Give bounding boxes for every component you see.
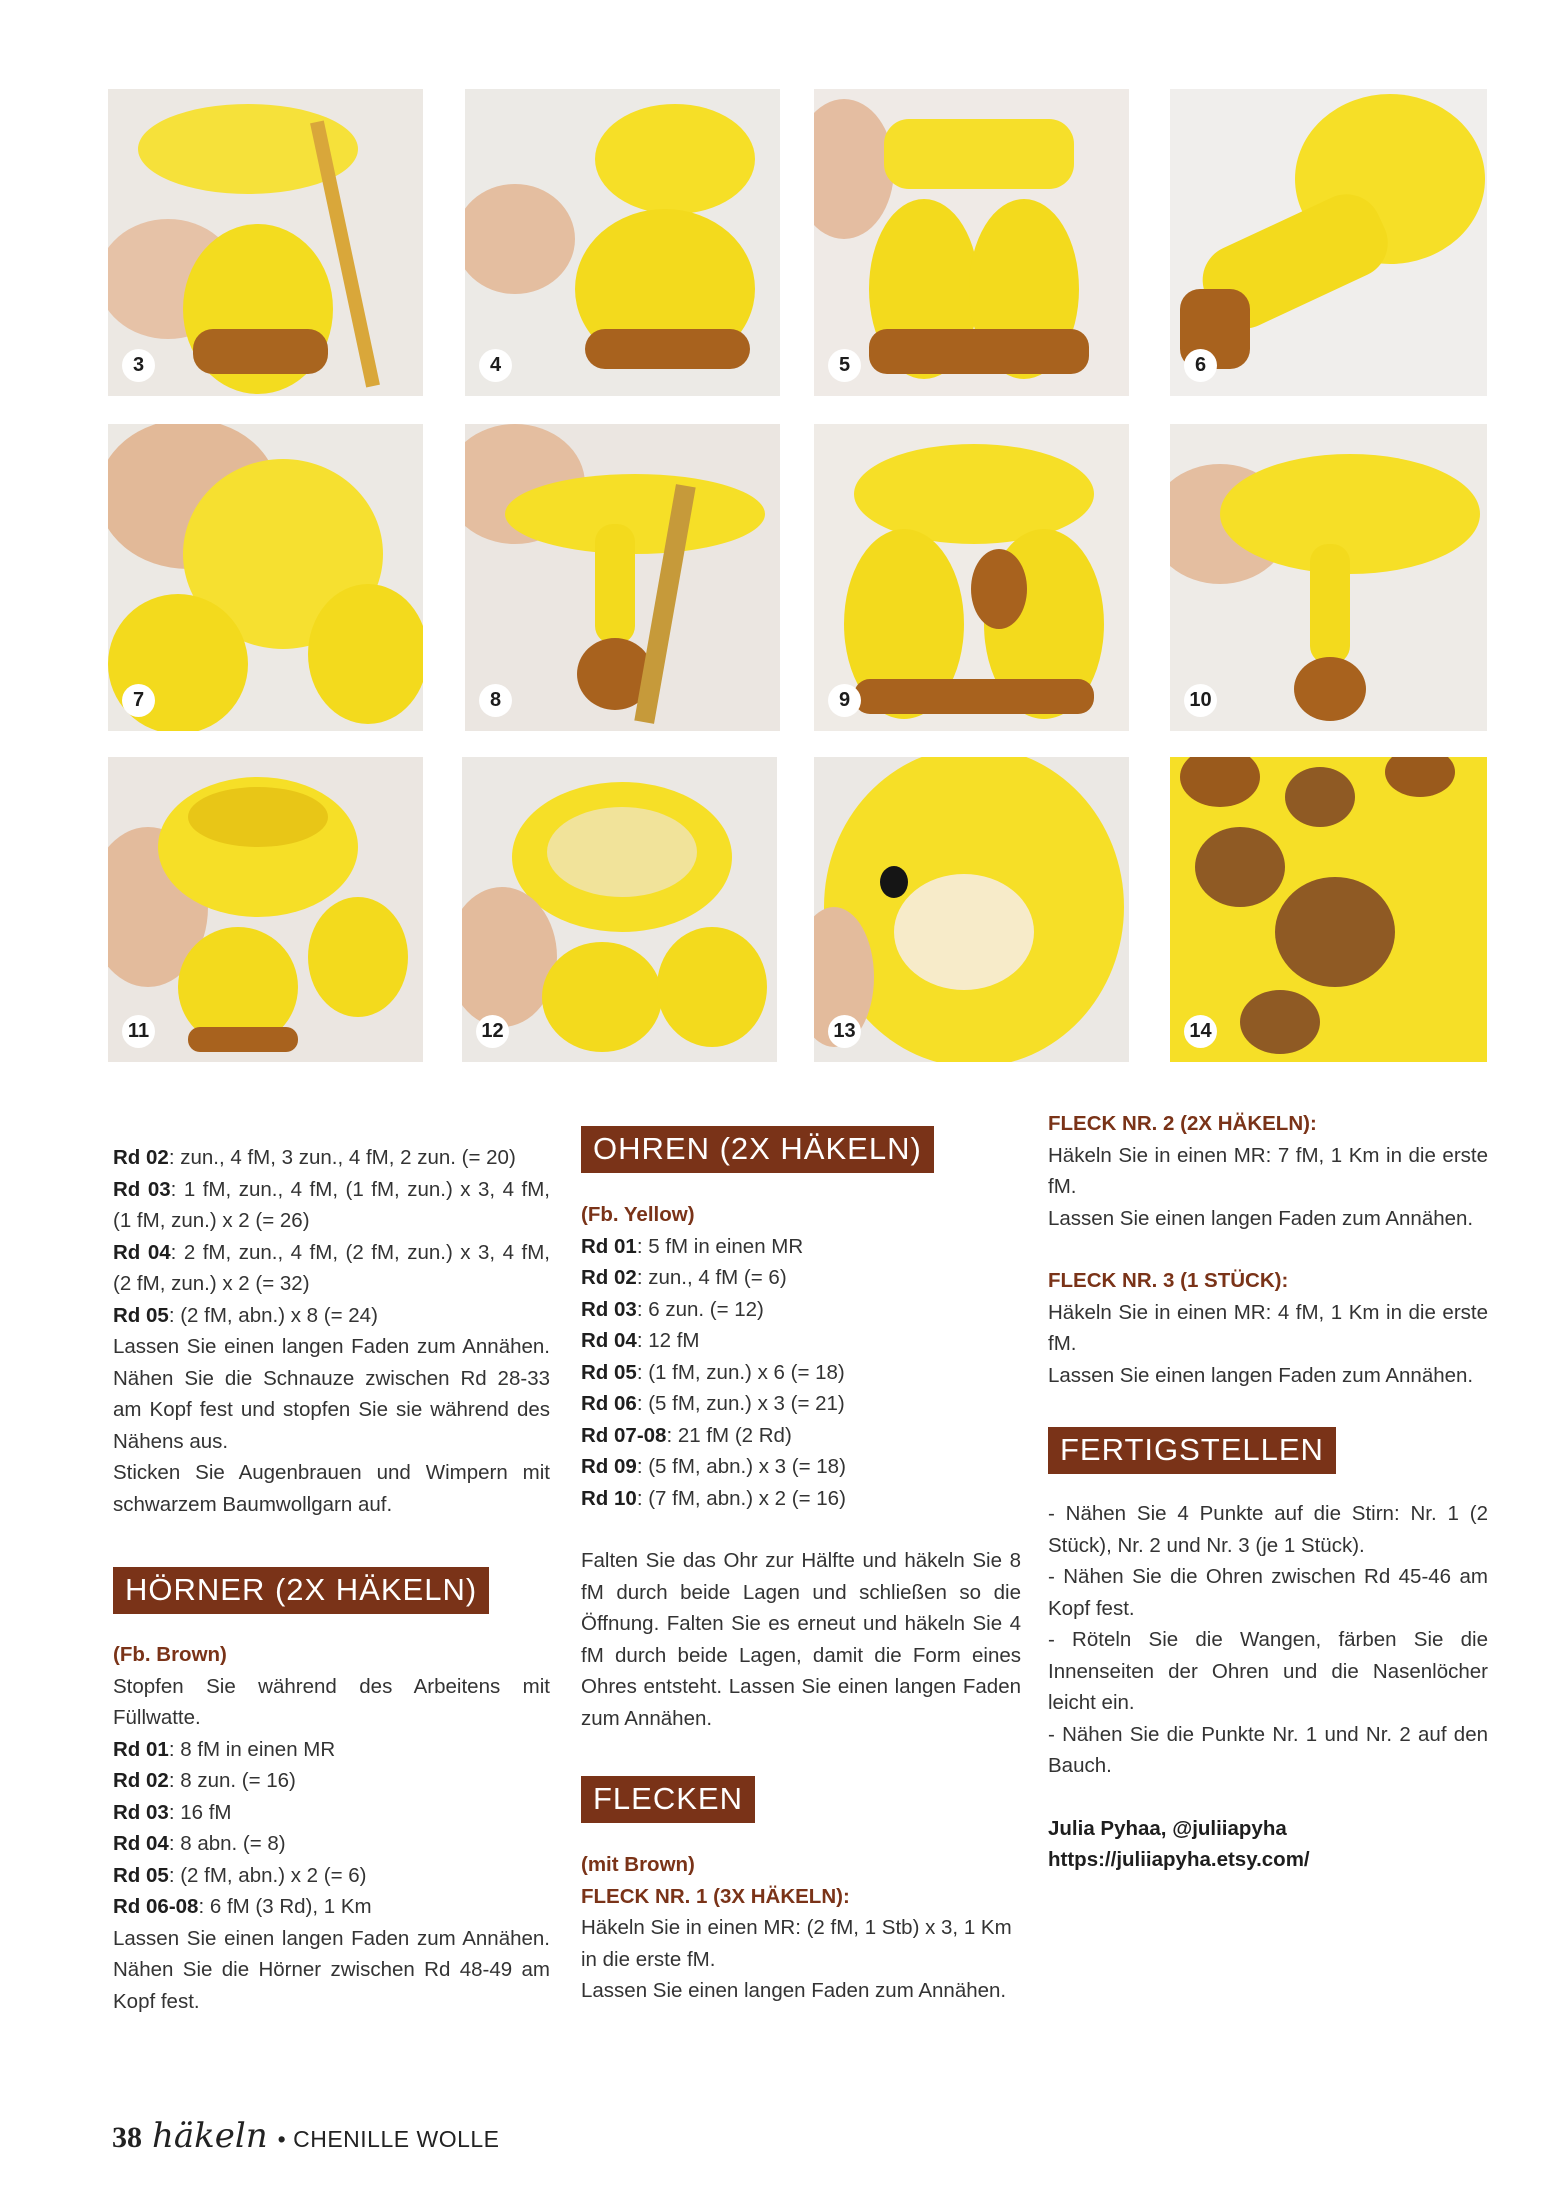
step-number-badge: 12	[476, 1015, 509, 1048]
instruction-row: Rd 04: 2 fM, zun., 4 fM, (2 fM, zun.) x 3, 4 fM, (2 fM, zun.) x 2 (= 32)	[113, 1240, 550, 1295]
photo-step-10	[1170, 424, 1487, 731]
photo-step-14	[1170, 757, 1487, 1062]
photo-step-13	[814, 757, 1129, 1062]
fleck-2-title: FLECK NR. 2 (2X HÄKELN):	[1048, 1112, 1317, 1135]
step-number-badge: 4	[479, 349, 512, 382]
instruction-row: Rd 02: zun., 4 fM (= 6)	[581, 1266, 787, 1289]
finishing-item: - Nähen Sie die Punkte Nr. 1 und Nr. 2 auf den Bauch.	[1048, 1722, 1488, 1777]
yarn-photo	[465, 424, 780, 731]
paragraph: Sticken Sie Augenbrauen und Wimpern mit schwarzem Baumwollgarn auf.	[113, 1461, 550, 1516]
yarn-photo	[108, 89, 423, 396]
paragraph: Falten Sie das Ohr zur Hälfte und häkeln Sie 8 fM durch beide Lagen und schließen so die Öffnung. Falten Sie es erneut und häkeln Sie 4 fM durch beide Lagen, damit die Form eines Ohres entsteht. Lassen Sie einen langen Faden zum Annähen.	[581, 1549, 1021, 1730]
step-number-badge: 10	[1184, 684, 1217, 717]
finishing-item: - Nähen Sie 4 Punkte auf die Stirn: Nr. 1 (2 Stück), Nr. 2 und Nr. 3 (je 1 Stück).	[1048, 1502, 1488, 1557]
yarn-photo	[814, 757, 1129, 1062]
photo-step-7	[108, 424, 423, 731]
fleck-3-title: FLECK NR. 3 (1 STÜCK):	[1048, 1269, 1289, 1292]
paragraph: Häkeln Sie in einen MR: 7 fM, 1 Km in die erste fM.	[1048, 1143, 1488, 1198]
paragraph: Lassen Sie einen langen Faden zum Annähen.	[1048, 1363, 1474, 1387]
instruction-row: Rd 05: (2 fM, abn.) x 8 (= 24)	[113, 1303, 378, 1327]
section-heading-flecken: FLECKEN	[581, 1776, 755, 1823]
photo-step-12	[462, 757, 777, 1062]
paragraph: Lassen Sie einen langen Faden zum Annähen. Nähen Sie die Hörner zwischen Rd 48-49 am Kopf fest.	[113, 1926, 550, 2013]
step-number-badge: 6	[1184, 349, 1217, 382]
section-heading-ohren: OHREN (2X HÄKELN)	[581, 1126, 934, 1173]
instruction-row: Rd 02: zun., 4 fM, 3 zun., 4 fM, 2 zun. (= 20)	[113, 1146, 516, 1169]
step-number-badge: 5	[828, 349, 861, 382]
magazine-section: • CHENILLE WOLLE	[277, 2126, 500, 2152]
photo-step-3	[108, 89, 423, 396]
yarn-photo	[108, 424, 423, 731]
paragraph: Häkeln Sie in einen MR: (2 fM, 1 Stb) x 3, 1 Km in die erste fM.	[581, 1916, 1012, 1971]
instruction-row: Rd 01: 8 fM in einen MR	[113, 1737, 336, 1761]
author-link[interactable]: https://juliiapyha.etsy.com/	[1048, 1848, 1310, 1871]
photo-step-5	[814, 89, 1129, 396]
step-number-badge: 13	[828, 1015, 861, 1048]
instruction-row: Rd 01: 5 fM in einen MR	[581, 1234, 804, 1258]
yarn-photo	[814, 424, 1129, 731]
instruction-row: Rd 03: 16 fM	[113, 1800, 232, 1824]
instruction-row: Rd 06-08: 6 fM (3 Rd), 1 Km	[113, 1895, 372, 1918]
step-number-badge: 14	[1184, 1015, 1217, 1048]
color-note: (mit Brown)	[581, 1853, 695, 1876]
instruction-row: Rd 05: (2 fM, abn.) x 2 (= 6)	[113, 1863, 367, 1887]
paragraph: Stopfen Sie während des Arbeitens mit Füllwatte.	[113, 1674, 550, 1729]
instruction-row: Rd 09: (5 fM, abn.) x 3 (= 18)	[581, 1455, 846, 1478]
step-number-badge: 7	[122, 684, 155, 717]
column-2	[581, 1126, 1021, 2007]
photo-step-11	[108, 757, 423, 1062]
instruction-row: Rd 02: 8 zun. (= 16)	[113, 1769, 296, 1792]
photo-step-4	[465, 89, 780, 396]
photo-step-6	[1170, 89, 1487, 396]
color-note: (Fb. Yellow)	[581, 1203, 695, 1226]
paragraph: Häkeln Sie in einen MR: 4 fM, 1 Km in die erste fM.	[1048, 1300, 1488, 1355]
magazine-logo: häkeln	[152, 2116, 268, 2156]
paragraph: Lassen Sie einen langen Faden zum Annähen.	[581, 1979, 1007, 2002]
instruction-row: Rd 03: 1 fM, zun., 4 fM, (1 fM, zun.) x 3, 4 fM, (1 fM, zun.) x 2 (= 26)	[113, 1177, 550, 1232]
instruction-row: Rd 05: (1 fM, zun.) x 6 (= 18)	[581, 1360, 845, 1384]
step-number-badge: 3	[122, 349, 155, 382]
yarn-photo	[1170, 89, 1487, 396]
yarn-photo	[1170, 424, 1487, 731]
column-1	[113, 1142, 550, 2017]
page-footer	[112, 2116, 500, 2156]
step-number-badge: 11	[122, 1015, 155, 1048]
author-credit: Julia Pyhaa, @juliiapyha	[1048, 1816, 1287, 1840]
photo-step-8	[465, 424, 780, 731]
yarn-photo	[1170, 757, 1487, 1062]
color-note: (Fb. Brown)	[113, 1643, 227, 1666]
yarn-photo	[814, 89, 1129, 396]
column-3	[1048, 1108, 1488, 1876]
step-number-badge: 9	[828, 684, 861, 717]
step-number-badge: 8	[479, 684, 512, 717]
section-heading-hoerner: HÖRNER (2X HÄKELN)	[113, 1567, 489, 1614]
fleck-1-title: FLECK NR. 1 (3X HÄKELN):	[581, 1884, 850, 1908]
instruction-row: Rd 03: 6 zun. (= 12)	[581, 1297, 764, 1321]
paragraph: Lassen Sie einen langen Faden zum Annähen.	[1048, 1206, 1474, 1230]
yarn-photo	[465, 89, 780, 396]
instruction-row: Rd 04: 8 abn. (= 8)	[113, 1832, 286, 1855]
instruction-row: Rd 07-08: 21 fM (2 Rd)	[581, 1423, 792, 1447]
photo-step-9	[814, 424, 1129, 731]
instruction-row: Rd 06: (5 fM, zun.) x 3 (= 21)	[581, 1392, 845, 1415]
instruction-row: Rd 10: (7 fM, abn.) x 2 (= 16)	[581, 1486, 846, 1510]
paragraph: Lassen Sie einen langen Faden zum Annähen. Nähen Sie die Schnauze zwischen Rd 28-33 am Kopf fest und stopfen Sie sie während des Nähens aus.	[113, 1335, 550, 1453]
instruction-row: Rd 04: 12 fM	[581, 1329, 700, 1352]
section-heading-fertigstellen: FERTIGSTELLEN	[1048, 1427, 1336, 1474]
page-number: 38	[112, 2121, 142, 2154]
yarn-photo	[462, 757, 777, 1062]
finishing-item: - Nähen Sie die Ohren zwischen Rd 45-46 am Kopf fest.	[1048, 1565, 1488, 1620]
yarn-photo	[108, 757, 423, 1062]
finishing-item: - Röteln Sie die Wangen, färben Sie die Innenseiten der Ohren und die Nasenlöcher leicht ein.	[1048, 1628, 1488, 1714]
